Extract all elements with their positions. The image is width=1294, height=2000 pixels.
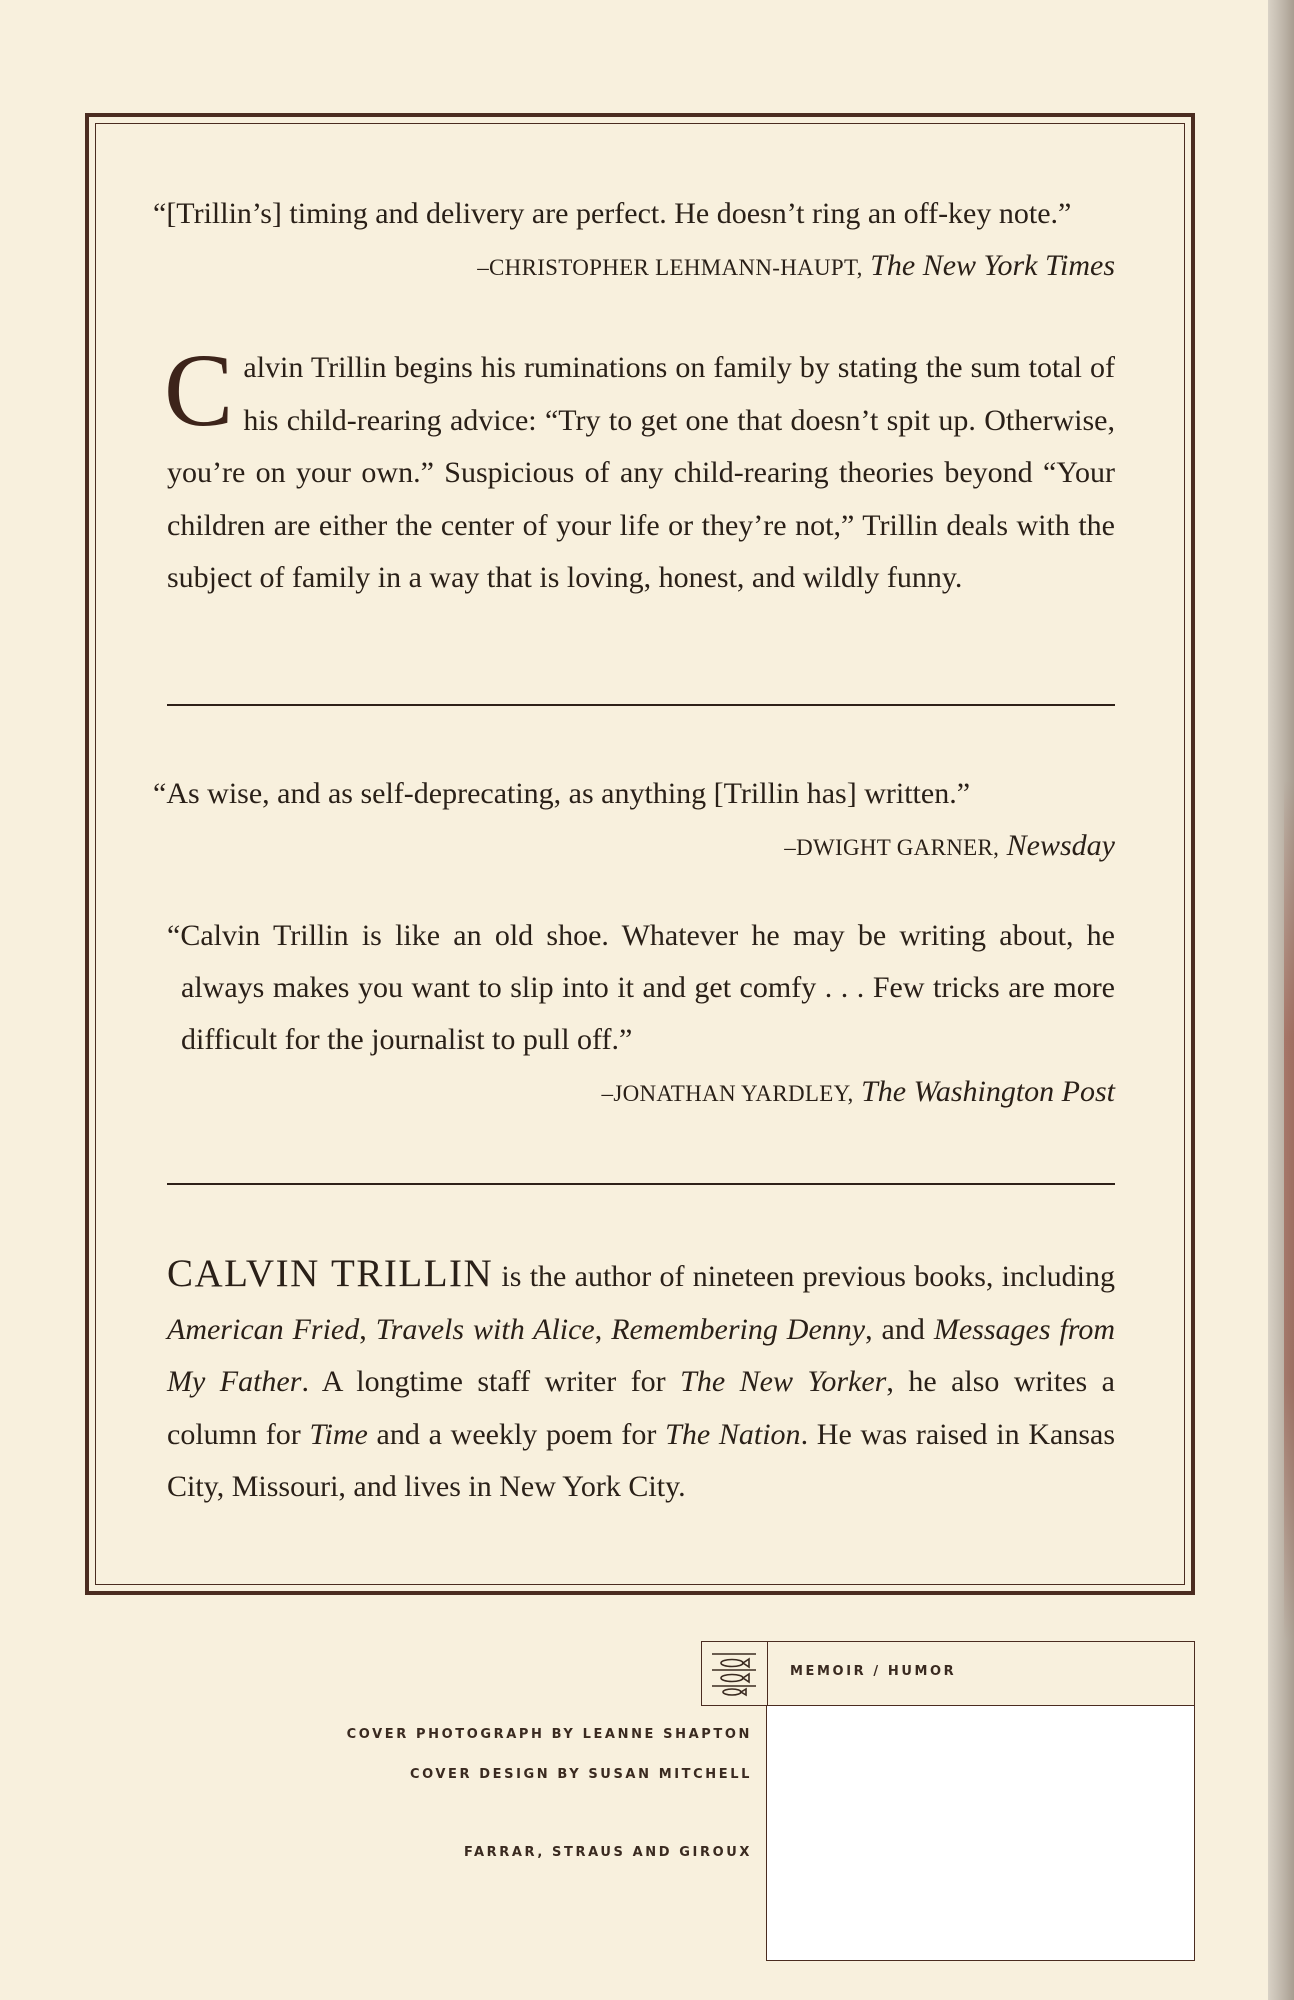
- publisher-name: FARRAR, STRAUS AND GIROUX: [464, 1845, 752, 1860]
- barcode-area: [766, 1705, 1195, 1961]
- quote-garner: [153, 768, 1115, 874]
- bio-text: ,: [359, 1312, 376, 1346]
- bio-text: , he also writes a column for: [167, 1365, 1115, 1451]
- quote-attribution: [167, 240, 1115, 294]
- quote-attribution: [167, 820, 1115, 874]
- attribution-publication: Newsday: [1006, 829, 1115, 862]
- divider-rule: [167, 704, 1115, 706]
- quote-lehmann-haupt: [153, 188, 1115, 294]
- attribution-publication: The New York Times: [870, 249, 1115, 282]
- book-title: Messages from My Father: [167, 1312, 1116, 1398]
- bio-text: . A longtime staff writer for: [301, 1365, 681, 1398]
- bio-text: , and: [865, 1312, 934, 1346]
- bio-text: and a weekly poem for: [367, 1417, 666, 1451]
- cover-photo-credit: COVER PHOTOGRAPH BY LEANNE SHAPTON: [346, 1727, 752, 1742]
- bio-text: ,: [594, 1312, 612, 1346]
- attribution-name: –CHRISTOPHER LEHMANN-HAUPT,: [477, 255, 863, 280]
- author-name: CALVIN TRILLIN: [167, 1252, 494, 1295]
- attribution-name: –JONATHAN YARDLEY,: [601, 1081, 854, 1106]
- attribution-publication: The Washington Post: [861, 1075, 1115, 1108]
- genre-label: MEMOIR / HUMOR: [790, 1664, 957, 1679]
- quote-attribution: [167, 1066, 1115, 1120]
- description-text: alvin Trillin begins his ruminations on family by stating the sum total of his child-rearing advice: “Try to get one that doesn’t spit up. Otherwise, you’re on your own.” Suspicious of any child-rearing theories beyond “Your children are either the center of your life or they’re not,” Trillin deals with the subject of family in a way that is loving, honest, and wildly funny.: [167, 351, 1115, 594]
- publication-title: The Nation: [665, 1417, 801, 1451]
- bio-text: is the author of nineteen previous books, including: [493, 1260, 1116, 1293]
- author-bio: [167, 1248, 1115, 1514]
- drop-cap: C: [164, 333, 234, 448]
- cover-design-credit: COVER DESIGN BY SUSAN MITCHELL: [409, 1767, 752, 1782]
- attribution-name: –DWIGHT GARNER,: [784, 835, 1000, 860]
- book-title: Travels with Alice: [375, 1312, 595, 1346]
- book-title: Remembering Denny: [611, 1312, 866, 1346]
- publication-title: The New Yorker: [680, 1365, 887, 1398]
- bio-text: . He was raised in Kansas City, Missouri, and lives in New York City.: [167, 1417, 1115, 1503]
- category-box: [701, 1641, 1195, 1705]
- divider-rule: [167, 1183, 1115, 1185]
- quote-text: “[Trillin’s] timing and delivery are perfect. He doesn’t ring an off-key note.”: [153, 197, 1072, 230]
- book-title: American Fried: [167, 1312, 360, 1346]
- page-edge-stain: [1284, 780, 1294, 1640]
- quote-text: “Calvin Trillin is like an old shoe. Whatever he may be writing about, he always makes you want to slip into it and get comfy . . . Few tricks are more difficult for the journalist to pull off.”: [167, 919, 1115, 1056]
- quote-yardley: [167, 910, 1115, 1120]
- publisher-fish-logo-icon: [702, 1642, 768, 1706]
- book-description: [164, 333, 1115, 605]
- quote-text: “As wise, and as self-deprecating, as anything [Trillin has] written.”: [153, 777, 971, 810]
- bio-paragraph: [167, 1248, 1115, 1514]
- publication-title: Time: [309, 1417, 368, 1451]
- description-paragraph: [164, 333, 1115, 605]
